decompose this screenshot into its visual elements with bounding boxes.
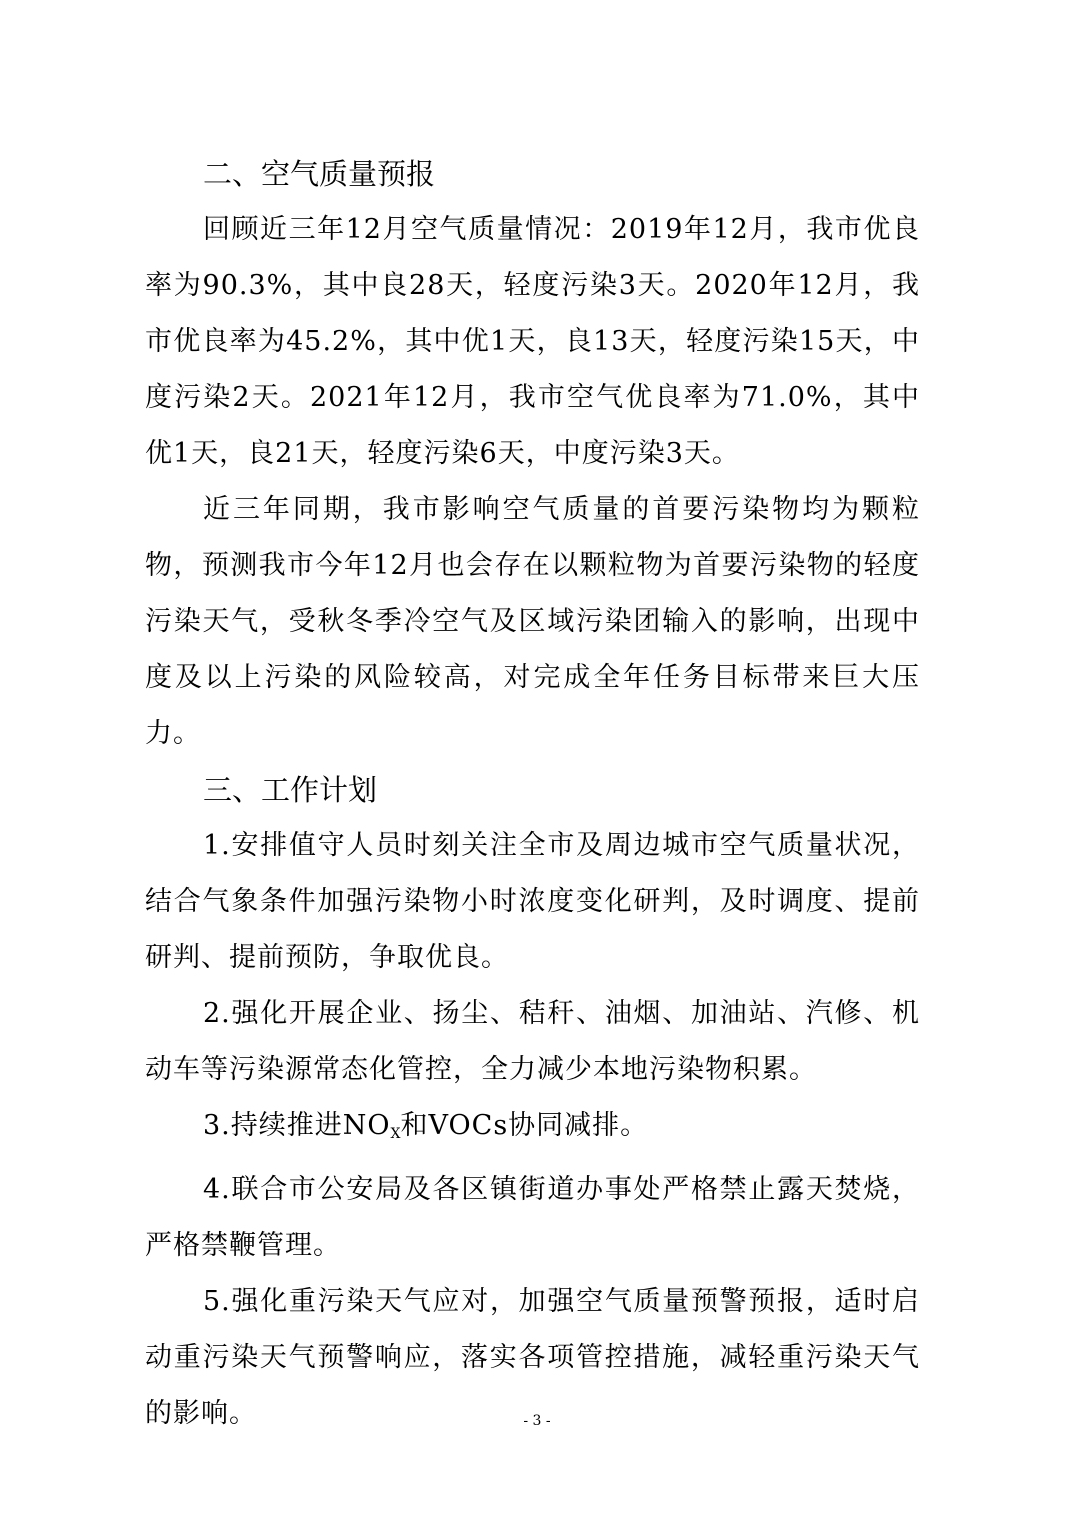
plan-item-4: 4.联合市公安局及各区镇街道办事处严格禁止露天焚烧，严格禁鞭管理。 — [145, 1174, 920, 1261]
plan-item-1: 1.安排值守人员时刻关注全市及周边城市空气质量状况，结合气象条件加强污染物小时浓度变化研判，及时调度、提前研判、提前预防，争取优良。 — [145, 830, 920, 973]
section-heading-forecast: 二、空气质量预报 — [203, 157, 436, 191]
plan-item-2: 2.强化开展企业、扬尘、秸秆、油烟、加油站、汽修、机动车等污染源常态化管控，全力减少本地污染物积累。 — [145, 998, 920, 1085]
plan-item-3-suffix: 和VOCs协同减排。 — [400, 1110, 649, 1141]
document-body — [145, 146, 920, 1442]
nox-subscript: X — [390, 1126, 401, 1142]
plan-item-3-prefix: 3.持续推进NO — [203, 1110, 391, 1141]
paragraph-prediction: 近三年同期，我市影响空气质量的首要污染物均为颗粒物，预测我市今年12月也会存在以颗粒物为首要污染物的轻度污染天气，受秋冬季冷空气及区域污染团输入的影响，出现中度及以上污染的风险较高，对完成全年任务目标带来巨大压力。 — [145, 494, 920, 749]
plan-item-5: 5.强化重污染天气应对，加强空气质量预警预报，适时启动重污染天气预警响应，落实各项管控措施，减轻重污染天气的影响。 — [145, 1286, 920, 1429]
section-heading-plan: 三、工作计划 — [203, 773, 378, 807]
page-number: - 3 - — [523, 1413, 551, 1429]
paragraph-review: 回顾近三年12月空气质量情况：2019年12月，我市优良率为90.3%，其中良28天，轻度污染3天。2020年12月，我市优良率为45.2%，其中优1天，良13天，轻度污染15天，中度污染2天。2021年12月，我市空气优良率为71.0%，其中优1天，良21天，轻度污染6天，中度污染3天。 — [145, 214, 920, 469]
plan-item-3 — [145, 1098, 920, 1162]
